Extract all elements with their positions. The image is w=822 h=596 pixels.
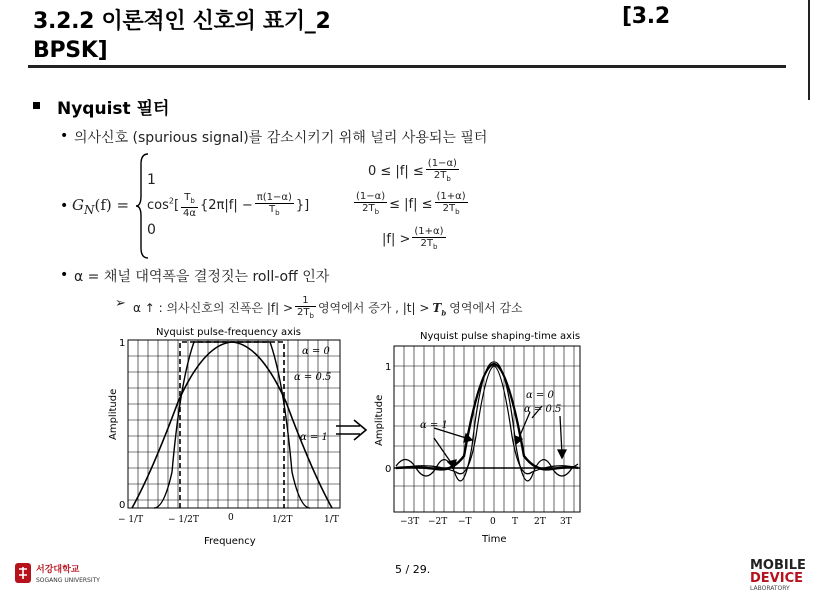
figure-left-title: Nyquist pulse-frequency axis <box>156 327 301 338</box>
xtick-right-neg3: −3T <box>400 517 420 527</box>
nyquist-time-figure <box>372 326 588 548</box>
formula-case3-condition: |f| > $\frac{(1+\alpha)}{2T_b}$ <box>382 226 444 251</box>
bullet-dot-icon: • <box>60 198 69 214</box>
sogang-emblem-icon <box>14 561 116 585</box>
xtick-left-neg1: − 1/T <box>118 515 144 525</box>
figure-right-ylabel: Amplitude <box>374 394 385 446</box>
bullet-dot-icon: • <box>60 267 69 283</box>
mobile-device-lab-logo <box>748 556 818 596</box>
legend-right-alpha1: α = 1 <box>420 420 448 431</box>
legend-left-alpha05: α = 0.5 <box>294 372 332 383</box>
bullet-dot-icon: • <box>60 128 69 144</box>
formula-case3-value: 0 <box>147 222 156 238</box>
sogang-university-logo <box>14 561 116 589</box>
nyquist-frequency-figure <box>104 322 354 550</box>
xtick-right-neg1: −T <box>458 517 472 527</box>
xtick-right-zero: 0 <box>490 517 496 527</box>
figure-right-xlabel: Time <box>482 534 507 545</box>
xtick-left-half: 1/2T <box>272 515 293 525</box>
figure-right-title: Nyquist pulse shaping-time axis <box>420 331 581 342</box>
legend-left-alpha1: α = 1 <box>300 432 328 443</box>
legend-left-alpha0: α = 0 <box>302 346 330 357</box>
xtick-left-one: 1/T <box>324 515 339 525</box>
figure-left-y-top: 1 <box>119 338 126 349</box>
legend-right-alpha0: α = 0 <box>526 390 554 401</box>
svg-text:서강대학교: 서강대학교 <box>36 565 80 575</box>
rolloff-effect-text: α ↑ : 의사신호의 진폭은 |f| > $\frac{1}{2T_b}$ 영역에서 증가 , $|t| > T_b$ 영역에서 감소 <box>133 295 523 320</box>
title-underline <box>28 65 786 68</box>
page-number: 5 / 29. <box>395 563 431 576</box>
formula-case2-condition: $\frac{(1-\alpha)}{2T_b}$ ≤ |f| ≤ $\frac{(1+\alpha)}{2T_b}$ <box>356 191 466 216</box>
page-title: 3.2.2 이론적인 신호의 표기_2 <box>33 9 331 34</box>
xtick-right-two: 2T <box>534 517 546 527</box>
figure-right-y-top: 1 <box>385 362 392 373</box>
arrow-bullet-icon: ➢ <box>115 296 126 311</box>
xtick-right-one: T <box>512 517 519 527</box>
formula-lhs: $G_N(f)$ = <box>72 196 130 217</box>
bullet-text-rolloff: α = 채널 대역폭을 결정짓는 roll-off 인자 <box>74 269 330 285</box>
svg-text:SOGANG UNIVERSITY: SOGANG UNIVERSITY <box>36 577 100 584</box>
xtick-left-neghalf: − 1/2T <box>168 515 199 525</box>
mdl-logo-icon <box>748 556 818 592</box>
bullet-text-spurious: 의사신호 (spurious signal)를 감소시키기 위해 널리 사용되는 필터 <box>74 130 488 146</box>
xtick-right-neg2: −2T <box>428 517 448 527</box>
square-bullet-icon <box>33 102 40 109</box>
page-title-continuation: BPSK] <box>33 38 108 63</box>
legend-right-alpha05: α = 0.5 <box>524 404 562 415</box>
section-heading: Nyquist 필터 <box>57 99 170 119</box>
svg-text:MOBILE: MOBILE <box>750 558 806 573</box>
figure-left-xlabel: Frequency <box>204 536 256 547</box>
svg-text:LABORATORY: LABORATORY <box>750 585 790 592</box>
xtick-right-three: 3T <box>560 517 572 527</box>
formula-case1-value: 1 <box>147 172 156 188</box>
figure-left-ylabel: Amplitude <box>108 388 119 440</box>
implies-arrow-icon <box>334 418 370 442</box>
right-divider <box>808 0 810 100</box>
formula-case2-value: $\cos^2$[ $\frac{T_b}{4\alpha}$ {2π|f| − $\frac{\pi(1-\alpha)}{T_b}$ }] <box>147 192 310 219</box>
figure-left-y-bottom: 0 <box>119 500 126 511</box>
page-title-section-ref: [3.2 <box>622 4 670 29</box>
figure-right-y-zero: 0 <box>385 464 392 475</box>
xtick-left-zero: 0 <box>228 513 234 523</box>
formula-case1-condition: 0 ≤ |f| ≤ $\frac{(1-\alpha)}{2T_b}$ <box>368 158 457 183</box>
svg-text:DEVICE: DEVICE <box>750 571 803 586</box>
